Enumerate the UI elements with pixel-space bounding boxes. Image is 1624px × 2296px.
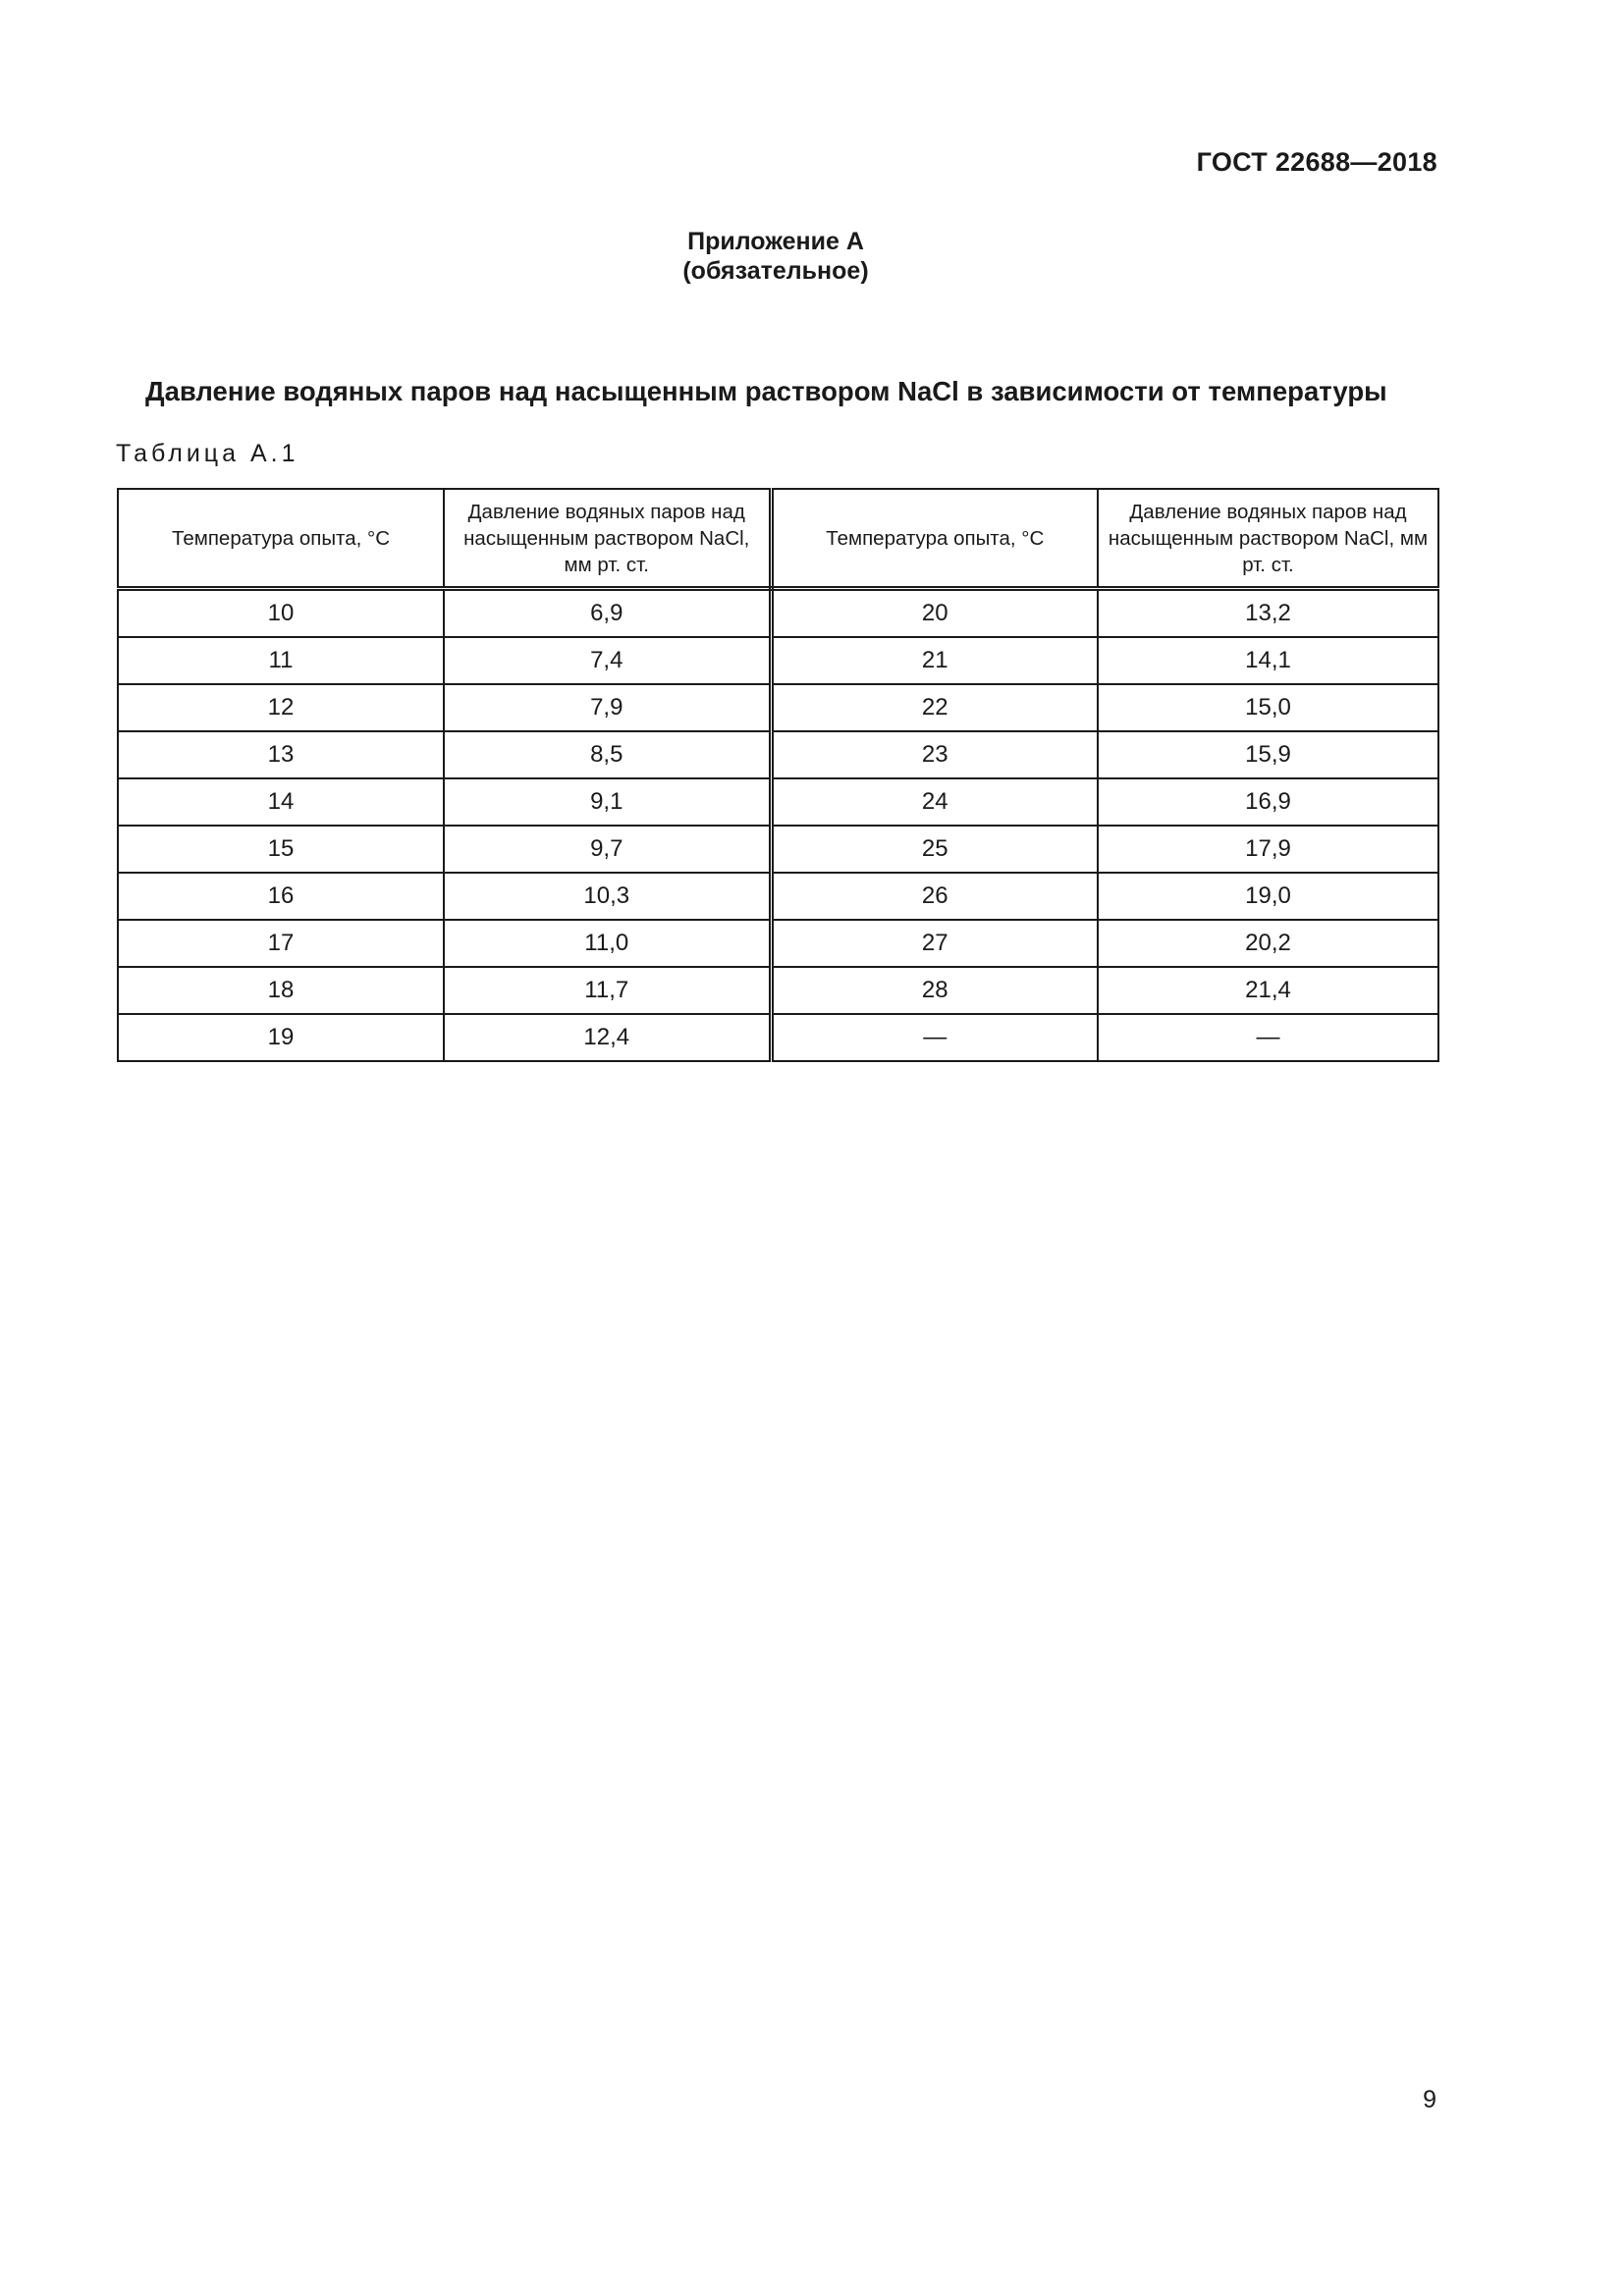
cell-temperature: 22 (771, 684, 1098, 731)
cell-pressure: 15,0 (1098, 684, 1438, 731)
cell-temperature: 26 (771, 873, 1098, 920)
cell-pressure: 20,2 (1098, 920, 1438, 967)
table-row (118, 826, 1438, 873)
cell-temperature: 18 (118, 967, 444, 1014)
cell-pressure: 7,9 (444, 684, 771, 731)
table-row (118, 873, 1438, 920)
cell-pressure: — (1098, 1014, 1438, 1061)
cell-pressure: 13,2 (1098, 589, 1438, 638)
cell-temperature: 23 (771, 731, 1098, 778)
header-temperature: Температура опыта, °С (771, 489, 1098, 589)
document-code: ГОСТ 22688—2018 (1196, 147, 1437, 177)
cell-pressure: 6,9 (444, 589, 771, 638)
table-row (118, 967, 1438, 1014)
cell-pressure: 10,3 (444, 873, 771, 920)
table-row (118, 920, 1438, 967)
cell-temperature: 13 (118, 731, 444, 778)
cell-pressure: 11,0 (444, 920, 771, 967)
vapor-pressure-table (117, 488, 1439, 1062)
cell-temperature: 27 (771, 920, 1098, 967)
table-row (118, 1014, 1438, 1061)
cell-temperature: 11 (118, 637, 444, 684)
cell-pressure: 21,4 (1098, 967, 1438, 1014)
cell-temperature: 28 (771, 967, 1098, 1014)
table-row (118, 731, 1438, 778)
table-row (118, 684, 1438, 731)
cell-pressure: 19,0 (1098, 873, 1438, 920)
table-row (118, 589, 1438, 638)
cell-pressure: 12,4 (444, 1014, 771, 1061)
cell-temperature: — (771, 1014, 1098, 1061)
cell-temperature: 17 (118, 920, 444, 967)
cell-temperature: 16 (118, 873, 444, 920)
cell-pressure: 16,9 (1098, 778, 1438, 826)
header-pressure: Давление водяных паров над насыщенным раствором NaCl, мм рт. ст. (444, 489, 771, 589)
page-number: 9 (1423, 2086, 1436, 2113)
annex-status: (обязательное) (682, 257, 869, 285)
cell-temperature: 21 (771, 637, 1098, 684)
table-caption: Таблица А.1 (116, 440, 299, 467)
header-temperature: Температура опыта, °С (118, 489, 444, 589)
cell-temperature: 20 (771, 589, 1098, 638)
cell-temperature: 24 (771, 778, 1098, 826)
cell-pressure: 11,7 (444, 967, 771, 1014)
cell-temperature: 25 (771, 826, 1098, 873)
cell-pressure: 15,9 (1098, 731, 1438, 778)
header-pressure: Давление водяных паров над насыщенным раствором NaCl, мм рт. ст. (1098, 489, 1438, 589)
cell-temperature: 19 (118, 1014, 444, 1061)
table-row (118, 637, 1438, 684)
cell-temperature: 12 (118, 684, 444, 731)
cell-pressure: 9,1 (444, 778, 771, 826)
cell-pressure: 17,9 (1098, 826, 1438, 873)
table-row (118, 778, 1438, 826)
cell-temperature: 15 (118, 826, 444, 873)
cell-temperature: 14 (118, 778, 444, 826)
annex-title: Приложение А (687, 228, 864, 255)
table-header-row (118, 489, 1438, 589)
cell-pressure: 9,7 (444, 826, 771, 873)
section-title: Давление водяных паров над насыщенным раствором NaCl в зависимости от температуры (145, 376, 1387, 406)
cell-pressure: 7,4 (444, 637, 771, 684)
cell-pressure: 14,1 (1098, 637, 1438, 684)
cell-pressure: 8,5 (444, 731, 771, 778)
cell-temperature: 10 (118, 589, 444, 638)
